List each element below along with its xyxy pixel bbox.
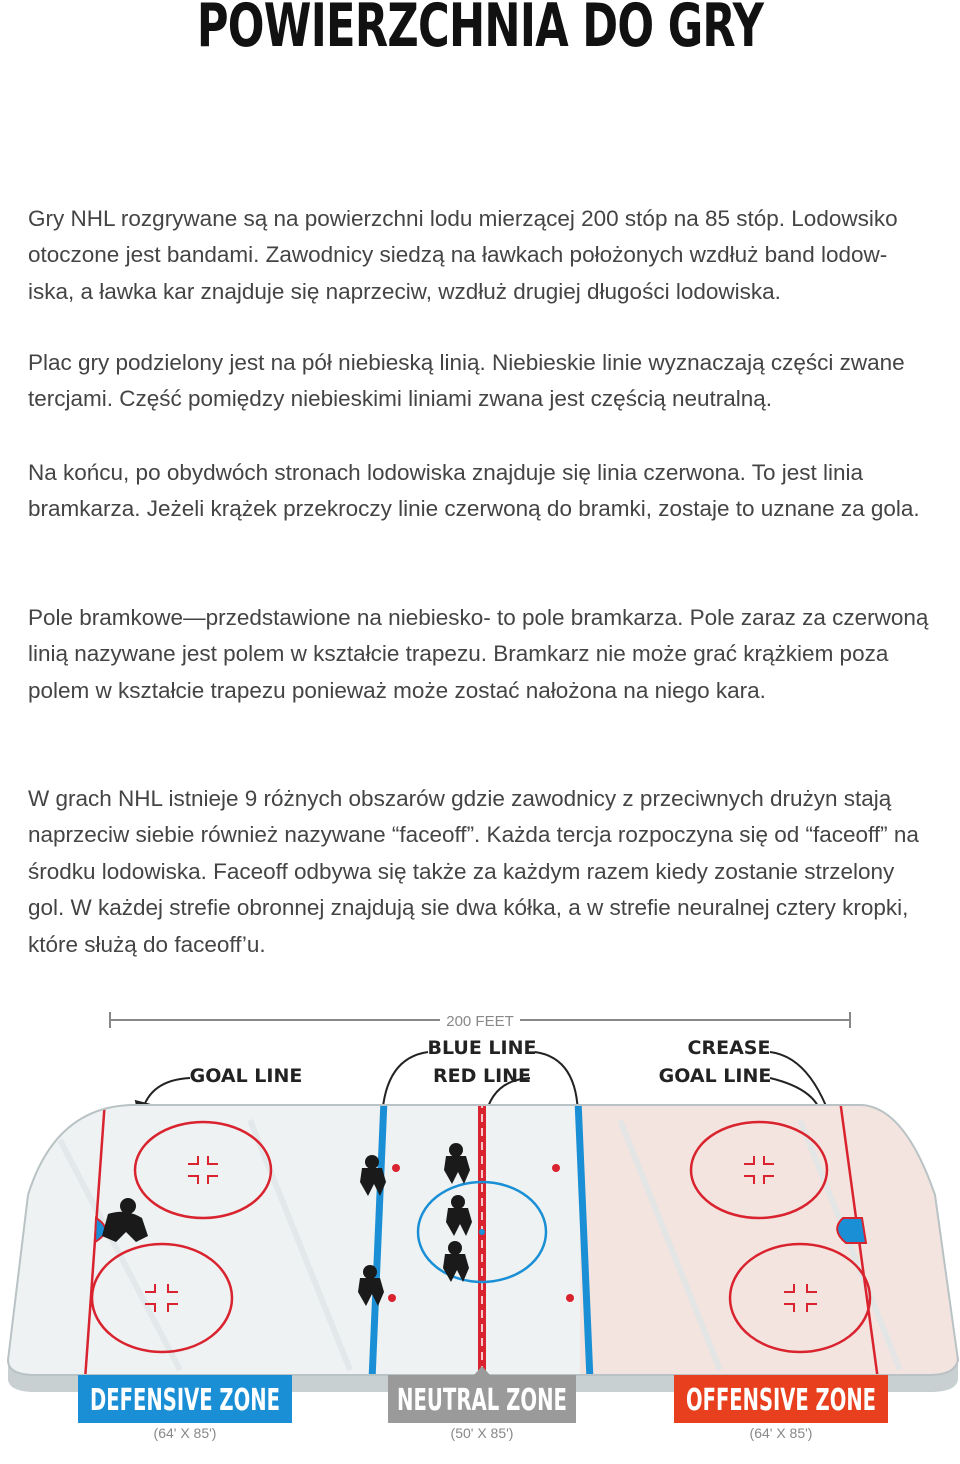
paragraph-goal-crease: Pole bramkowe—przedstawione na niebiesko- to pole bramkarza. Pole zaraz za czerwoną linią nazywane jest polem w kształcie trapezu. Bramkarz nie może grać krążkiem poza polem w kształcie trapezu ponieważ może zostać nałożona na niego kara. — [28, 605, 929, 703]
red-line-label: RED LINE — [432, 1065, 532, 1087]
rink-diagram — [0, 1000, 960, 1464]
offensive-zone-tint — [580, 1100, 960, 1380]
zone-name: DEFENSIVE ZONE — [90, 1383, 280, 1418]
zone-defensive — [78, 1375, 292, 1441]
page-title: POWIERZCHNIA DO GRY — [196, 0, 764, 61]
rink-surface — [0, 1100, 960, 1380]
paragraph-rink-size: Gry NHL rozgrywane są na powierzchni lodu mierzącej 200 stóp na 85 stóp. Lodowsiko otoczone jest bandami. Zawodnicy siedzą na ławkach położonych wzdłuż band lodow-iska, a ławka kar znajduje się naprzeciw, wzdłuż drugiej długości lodowiska. — [28, 206, 898, 304]
blue-line-label: BLUE LINE — [427, 1037, 537, 1059]
goal-line-label-right: GOAL LINE — [658, 1065, 772, 1087]
zone-name: NEUTRAL ZONE — [397, 1383, 567, 1418]
zone-neutral — [388, 1366, 576, 1441]
length-label: 200 FEET — [446, 1013, 514, 1030]
paragraph-faceoff: W grach NHL istnieje 9 różnych obszarów gdzie zawodnicy z przeciwnych drużyn stają naprzeciw siebie również nazywane “faceoff”. Każda tercja rozpoczyna się od “faceoff” na środku lodowiska. Faceoff odbywa się także za każdym razem kiedy zostanie strzelony gol. W każdej strefie obronnej znajdują sie dwa kółka, a w strefie neuralnej cztery kropki, które służą do faceoff’u. — [28, 786, 919, 957]
zone-name: OFFENSIVE ZONE — [686, 1383, 876, 1418]
zone-size: (64' X 85') — [153, 1425, 217, 1441]
zone-size: (64' X 85') — [749, 1425, 813, 1441]
paragraph-red-line: Na końcu, po obydwóch stronach lodowiska znajduje się linia czerwona. To jest linia bramkarza. Jeżeli krążek przekroczy linie czerwoną do bramki, zostaje to uznane za gola. — [28, 460, 920, 522]
crease-label: CREASE — [687, 1037, 771, 1059]
length-dimension — [110, 1012, 850, 1030]
goal-crease-right — [837, 1218, 866, 1243]
zone-offensive — [674, 1375, 888, 1441]
goal-line-label-left: GOAL LINE — [189, 1065, 303, 1087]
paragraph-blue-lines: Plac gry podzielony jest na pół niebieską linią. Niebieskie linie wyznaczają części zwane tercjami. Część pomiędzy niebieskimi liniami zwana jest częścią neutralną. — [28, 350, 905, 412]
zone-size: (50' X 85') — [450, 1425, 514, 1441]
